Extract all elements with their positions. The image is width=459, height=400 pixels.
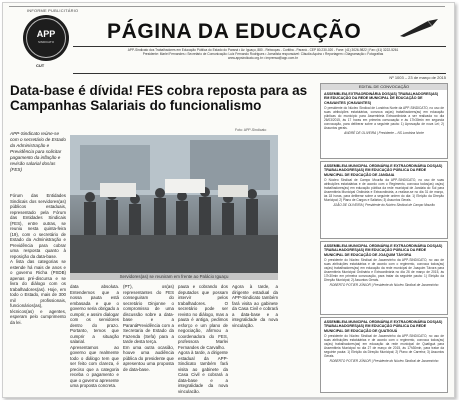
address-line: APP-Sindicato dos Trabalhadores em Educação Pública do Estado do Paraná • Av. Iguaçu, 880 - Rebouças - Curitiba - Paraná - CEP 80.230-020 - Fone: (41) 3026-9822 | Fax: (41) 3222-5261 [127, 48, 399, 52]
notice-title: ASSEMBLEIA MUNICIPAL ORDINÁRIA E EXTRAORDINÁRIA DOS(AS) TRABALHADORES(AS) EM EDUCAÇÃO PÚBLICA DA REDE MUNICIPAL DE EDUCAÇÃO DE JOAQUIM TÁVORA [324, 244, 443, 257]
address-line: Presidente: Marlei Fernandes • Secretário de Comunicação: Luiz Fernando Rodrigues • Jornalista responsável: Cláudia Aquino • Reportagem • Diagramação • Fotografias [142, 52, 384, 56]
logo-subtext: SINDICATO [37, 40, 55, 44]
app-sindicato-logo [23, 15, 69, 61]
header-rule-bottom [73, 73, 446, 74]
paragraph: Fórum das Entidades Sindicais dos servidores(as) públicos estaduais, representado pela Fórum das Entidades Sindicais (FES), entre outras, se reuniu nesta quinta-feira (19), com o secretário de Estado da Administração e Previdência para cobrar uma resposta quanto à reposição da data-base. [10, 193, 66, 259]
article-headline: Data-base é dívida! FES cobra reposta para as Campanhas Salariais do funcionalismo [10, 83, 308, 113]
legal-notices [320, 83, 447, 393]
notice-signature: ANDRÉ DE OLIVEIRA | Presidente – NS Londrina Norte [344, 131, 424, 136]
photo-credit: Foto: APP-Sindicato [235, 128, 267, 132]
issue-date: Nº 1003 – 23 de março de 2015 [389, 75, 446, 80]
paragraph: data absoluta. Entendemos que a nossa pauta está embasada e que o governo seria obrigado a cumprir, e assim dialogar com os servidores dentro do prazo. Portanto, temos que cumprir a situação salarial. [70, 284, 119, 344]
paragraph: (PT), os(as) representantes do FES conseguiram do secretário Dinjonne o compromisso de uma discussão sobre a data-base e a ParanáPrevidência com a Secretaria de Estado da Fazenda (Sefa) para a tarde desta terça. [123, 284, 174, 344]
address-line: www.appsindicato.org.br • imprensa@app.com.br [228, 56, 298, 60]
notice-text: O presidente do Núcleo Sindical de Jacarezinho da APP-SINDICATO, no uso de suas atribuições estatutárias e de acordo com o regimento, convoca todos(as) os(as) trabalhadores(as) em educação da rede municipal de Joaquim Távora para Assembleia Municipal Ordinária e Extraordinária no dia 26 de março de 2015, às 17h30min em primeira convocação, para tratar da seguinte pauta: 1) Eleição da Direção Municipal; 2) Assuntos Gerais. [324, 258, 444, 283]
paragraph: Apresentamos ao governo que realmente todo o diálogo tem que ser feito com clareza, é preciso que a categoria receba o pagamento e que o governo apresente uma proposta concreta. [70, 344, 119, 388]
photo-caption: Servidores(as) se reuniram em frente ao Palácio Iguaçu [70, 273, 278, 280]
notice-text: O presidente do Núcleo Sindical de Jacarezinho da APP-SINDICATO, no uso de suas atribuições estatutárias e de acordo com o regimento, convoca todos(as) os(as) trabalhadores(as) em educação da rede municipal de Quatiguá para Assembleia Municipal no dia 27 de março de 2015, às 17h30min, para tratar da seguinte pauta: 1) Eleição da Direção Municipal; 2) Plano de Carreira; 3) Assuntos Gerais. [324, 334, 444, 359]
cut-logo: CUT [36, 63, 45, 68]
article-photo [70, 135, 278, 273]
notice-text: O presidente do Núcleo Sindical de Londrina Norte da APP-SINDICATO, no uso de suas atribuições estatutárias, convoca os(as) trabalhadores(as) em educação públicas do município para Assembleia Extraordinária a ser realizada no dia 26/03/2015, às 17 horas em primeira convocação e às 17h30min em segunda convocação, para deliberar sobre a seguinte pauta: 1) Aprovação de nova Lei; 2) Assuntos gerais. [324, 106, 444, 131]
notice-signature: ROBERTO POTIER JÚNIOR | Presidente do Núcleo Sindical de Jacarezinho [329, 283, 439, 288]
top-rule [9, 6, 445, 7]
notice-signature: JOÃO DE OLIVEIRA | Presidente do Núcleo Sindical de Campo Mourão [333, 203, 435, 208]
notice-box [320, 317, 448, 393]
notice-box [320, 241, 448, 315]
paragraph: pauta e cobrando dos deputados que possam intervir pelos trabalhadores. O secretário pode ser revisto no diálogo, mas a pauta é antiga, pedimos esforço e um plano de negociação, afirmou a coordenadora do FES, professora Marlei Fernandes de Carvalho. [178, 284, 228, 350]
protest-photo-illustration [70, 135, 278, 273]
newspaper-page [2, 2, 455, 398]
paragraph: Agora à tarde, a dirigente estadual da APP-Sindicato também fará visita ao gabinete da Casa Civil e cobrará a data-base e a integralidade da nova vinculação. [232, 284, 278, 328]
paragraph: A lista das categorias se estende há mais de anos e o governo Richa (PSDB) apenas pré-discursa e se livra do diálogo com os trabalhadores(as). Hoje, em todo o Estado, mais de 300 mil profissionais, funcionários(as), técnicos(as) e agentes, esperam pelo cumprimento da lei. [10, 259, 66, 325]
logo-text: APP [36, 29, 56, 39]
publisher-address [78, 48, 448, 60]
notice-text: O Núcleo Sindical de Campo Mourão da APP-SINDICATO, no uso de suas atribuições estatutárias e de acordo com o Regimento, convoca todos(as) os(as) trabalhadores(as) em educação pública da rede municipal de Jandaia do Sul para Assembleia Municipal Ordinária e Extraordinária, a realizar-se no dia 31 de março, às 18 horas, para deliberar sobre a seguinte ordem do dia: 1) Eleição da Direção Municipal; 2) Plano de Cargos e Salários; 3) Assuntos Gerais. [324, 178, 444, 203]
header-rule-top [73, 46, 446, 47]
paragraph: Em uma outra ocasião, houve uma audiência pública do presidente que apresentou uma proposta de data-base. [123, 344, 174, 372]
pen-icon [398, 18, 442, 38]
article-column-4 [178, 284, 228, 393]
article-column-5 [232, 284, 278, 393]
informe-publicitario-label: INFORME PUBLICITÁRIO [27, 8, 79, 13]
notice-signature: ROBERTO POTIER JÚNIOR | Presidente do Núcleo Sindical de Jacarezinho [329, 359, 439, 364]
article-column-3 [123, 284, 174, 393]
notice-title: ASSEMBLEIA MUNICIPAL ORDINÁRIA E EXTRAORDINÁRIA DOS(AS) TRABALHADORES(AS) EM EDUCAÇÃO PÚBLICA DA REDE MUNICIPAL DE EDUCAÇÃO DE JANDAIA [324, 164, 443, 177]
notice-box [320, 83, 448, 159]
page-title: PÁGINA DA EDUCAÇÃO [107, 20, 362, 43]
paragraph: Agora à tarde, a dirigente estadual da APP-Sindicato também fará visita ao gabinete da Casa Civil e cobrará a data-base e a integralidade da nova vinculação. [178, 350, 228, 393]
article-column-1 [10, 193, 66, 393]
article-lede: APP-Sindicato reúne-se com o secretário de Estado da Administração e Previdência para solicitar pagamento da inflação e revisão salarial dos/as (FES) [10, 131, 66, 172]
notice-title: ASSEMBLEIA MUNICIPAL ORDINÁRIA E EXTRAORDINÁRIA DOS(AS) TRABALHADORES(AS) EM EDUCAÇÃO PÚBLICA DA REDE MUNICIPAL DE EDUCAÇÃO DE QUATIGUÁ [324, 320, 443, 333]
notice-box-header: EDITAL DE CONVOCAÇÃO [321, 84, 447, 90]
notice-title: ASSEMBLEIA EXTRAORDINÁRIA DOS(AS) TRABALHADORES(AS) EM EDUCAÇÃO DA REDE MUNICIPAL DE EDUCAÇÃO DE CHAVANTES (CHAVANTES) [324, 92, 439, 105]
notice-box [320, 161, 448, 239]
article-column-2 [70, 284, 119, 393]
